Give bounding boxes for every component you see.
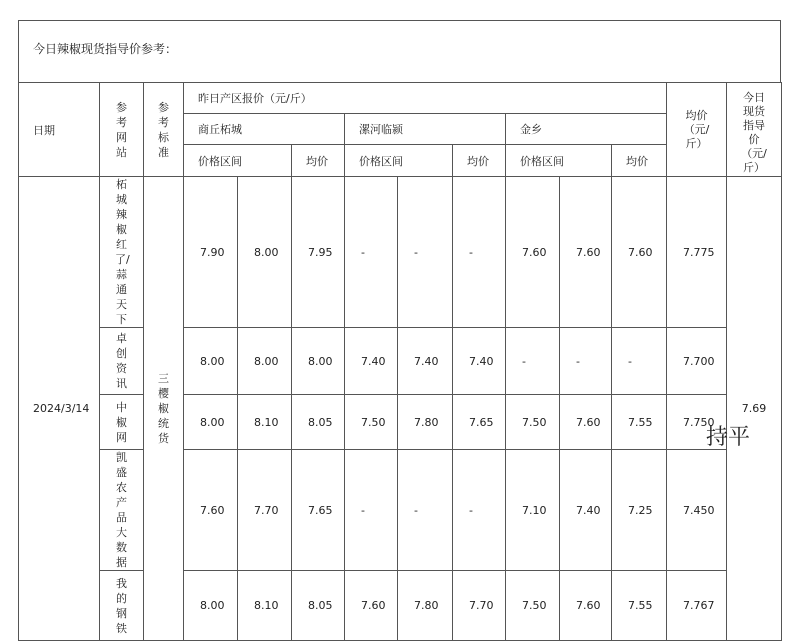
price-cell: 8.00 <box>184 571 238 641</box>
table-row <box>19 328 782 395</box>
price-cell: 7.60 <box>560 177 612 328</box>
price-cell: 7.40 <box>560 450 612 571</box>
range-header-2: 价格区间 <box>345 145 453 177</box>
price-cell: 7.70 <box>238 450 292 571</box>
price-cell: 7.40 <box>398 328 453 395</box>
price-cell: 7.80 <box>398 571 453 641</box>
avg-header-3: 均价 <box>612 145 667 177</box>
table-row <box>19 450 782 571</box>
price-cell: - <box>453 177 506 328</box>
today-price: 7.69 <box>741 402 767 415</box>
price-cell: 8.05 <box>292 395 345 450</box>
table-row <box>19 395 782 450</box>
region-luohe: 漯河临颍 <box>345 114 506 145</box>
price-cell: 7.60 <box>506 177 560 328</box>
date-cell: 2024/3/14 <box>19 177 100 641</box>
table-row <box>19 177 782 328</box>
price-cell: 7.60 <box>345 571 398 641</box>
range-header-3: 价格区间 <box>506 145 612 177</box>
price-cell: 7.40 <box>345 328 398 395</box>
status-label: 持平 <box>706 425 751 450</box>
price-cell: 7.25 <box>612 450 667 571</box>
today-price-cell <box>727 177 782 641</box>
document-title: 今日辣椒现货指导价参考： <box>33 42 178 56</box>
standard-header: 参考标准 <box>144 83 184 177</box>
overall-avg-header: 均价（元/斤） <box>667 83 727 177</box>
price-cell: 7.55 <box>612 395 667 450</box>
price-cell: 7.50 <box>506 395 560 450</box>
region-shangqiu: 商丘柘城 <box>184 114 345 145</box>
price-cell: 7.80 <box>398 395 453 450</box>
date-header: 日期 <box>19 83 100 177</box>
price-cell: - <box>345 450 398 571</box>
site-cell: 我的钢铁 <box>100 571 144 641</box>
avg-header-1: 均价 <box>292 145 345 177</box>
standard-cell: 三樱椒统货 <box>144 177 184 641</box>
price-cell: 7.90 <box>184 177 238 328</box>
price-cell: 8.05 <box>292 571 345 641</box>
price-cell: 7.60 <box>612 177 667 328</box>
price-document <box>18 20 781 641</box>
site-cell: 卓创资讯 <box>100 328 144 395</box>
price-cell: - <box>345 177 398 328</box>
avg-cell: 7.767 <box>667 571 727 641</box>
avg-cell: 7.450 <box>667 450 727 571</box>
price-cell: 8.00 <box>184 395 238 450</box>
price-cell: 7.65 <box>292 450 345 571</box>
price-cell: 7.60 <box>560 571 612 641</box>
price-cell: 7.65 <box>453 395 506 450</box>
price-cell: 8.00 <box>238 328 292 395</box>
price-cell: - <box>560 328 612 395</box>
region-jinxiang: 金乡 <box>506 114 667 145</box>
price-cell: 7.60 <box>184 450 238 571</box>
price-cell: 7.70 <box>453 571 506 641</box>
header-row-1 <box>19 83 782 114</box>
avg-cell: 7.775 <box>667 177 727 328</box>
price-cell: - <box>398 177 453 328</box>
price-cell: - <box>453 450 506 571</box>
price-cell: - <box>612 328 667 395</box>
price-cell: 7.50 <box>345 395 398 450</box>
price-cell: 7.55 <box>612 571 667 641</box>
price-table <box>18 82 782 641</box>
price-cell: - <box>506 328 560 395</box>
document-header <box>18 20 781 82</box>
site-cell: 凯盛农产品大数据 <box>100 450 144 571</box>
today-header: 今日现货指导价（元/斤） <box>727 83 782 177</box>
price-cell: 7.50 <box>506 571 560 641</box>
price-cell: 8.10 <box>238 395 292 450</box>
site-header: 参考网站 <box>100 83 144 177</box>
avg-cell: 7.700 <box>667 328 727 395</box>
price-cell: - <box>398 450 453 571</box>
price-cell: 7.10 <box>506 450 560 571</box>
price-cell: 7.60 <box>560 395 612 450</box>
price-cell: 8.00 <box>238 177 292 328</box>
site-cell: 柘城辣椒红了/蒜通天下 <box>100 177 144 328</box>
table-row <box>19 571 782 641</box>
yesterday-header: 昨日产区报价（元/斤） <box>184 83 667 114</box>
site-cell: 中椒网 <box>100 395 144 450</box>
price-cell: 7.95 <box>292 177 345 328</box>
price-cell: 7.40 <box>453 328 506 395</box>
price-cell: 8.00 <box>184 328 238 395</box>
price-cell: 8.10 <box>238 571 292 641</box>
range-header-1: 价格区间 <box>184 145 292 177</box>
avg-header-2: 均价 <box>453 145 506 177</box>
price-cell: 8.00 <box>292 328 345 395</box>
avg-cell: 7.750 <box>667 395 727 450</box>
